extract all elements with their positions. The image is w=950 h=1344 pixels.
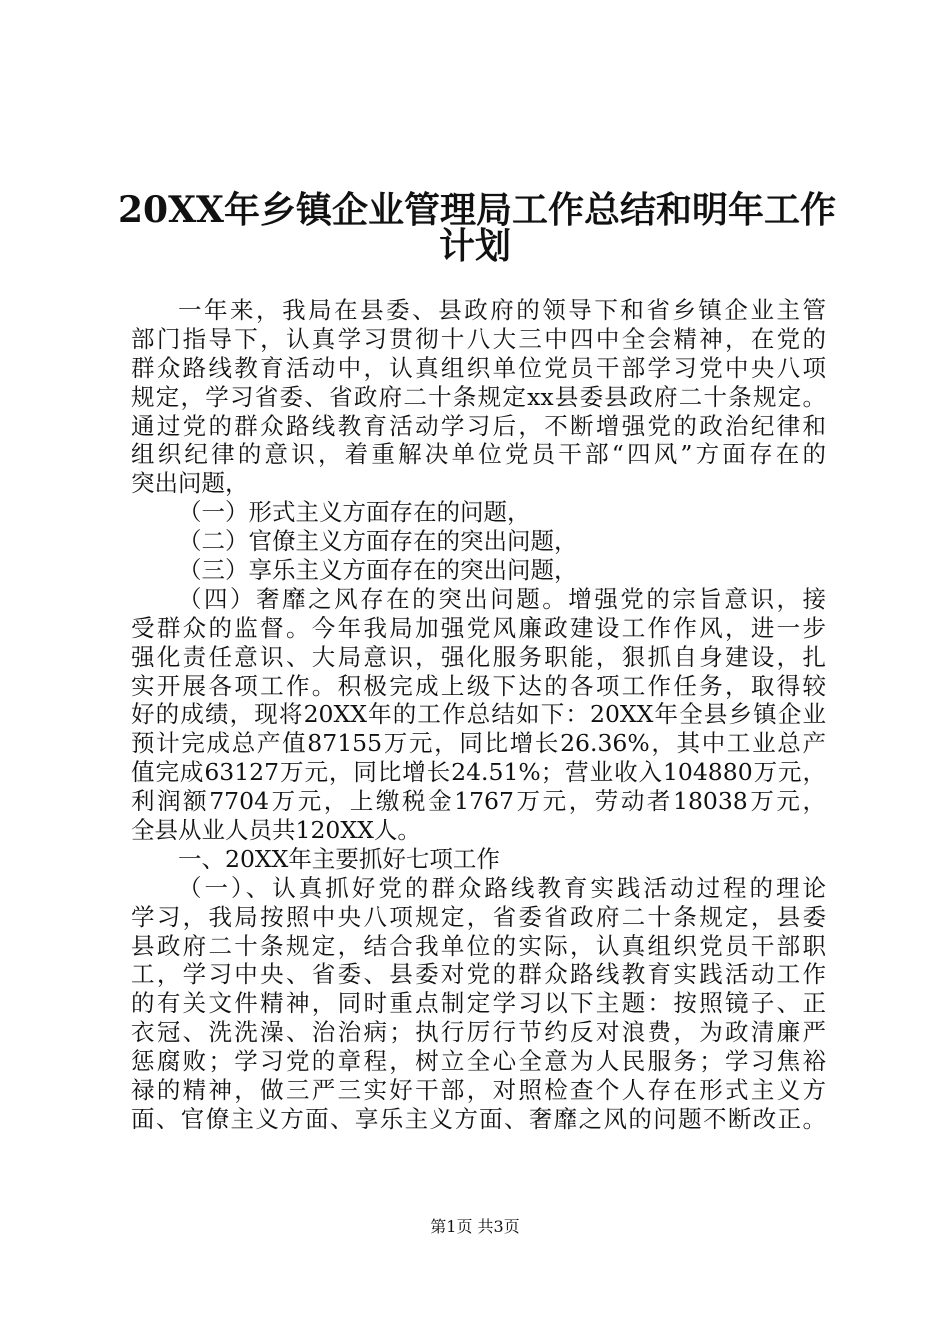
- body-text-line: 通过党的群众路线教育活动学习后，不断增强党的政治纪律和: [131, 411, 826, 440]
- body-text-line: 全县从业人员共120XX人。: [131, 816, 421, 845]
- body-text-line: 禄的精神，做三严三实好干部，对照检查个人存在形式主义方: [131, 1076, 826, 1105]
- body-text-line: 规定，学习省委、省政府二十条规定xx县委县政府二十条规定。: [131, 382, 826, 411]
- body-text-line: （二）官僚主义方面存在的突出问题，: [178, 527, 578, 556]
- body-text-line: 实开展各项工作。积极完成上级下达的各项工作任务，取得较: [131, 671, 826, 700]
- body-text-line: 一、20XX年主要抓好七项工作: [178, 844, 500, 873]
- body-text-line: 工，学习中央、省委、县委对党的群众路线教育实践活动工作: [131, 960, 826, 989]
- document-title-line-1: 20XX年乡镇企业管理局工作总结和明年工作: [118, 189, 836, 231]
- body-text-line: 惩腐败；学习党的章程，树立全心全意为人民服务；学习焦裕: [131, 1047, 826, 1076]
- body-text-line: 利润额7704万元，上缴税金1767万元，劳动者18038万元，: [131, 787, 826, 816]
- body-text-line: 面、官僚主义方面、享乐主义方面、奢靡之风的问题不断改正。: [131, 1104, 826, 1133]
- body-text-line: 一年来，我局在县委、县政府的领导下和省乡镇企业主管: [178, 296, 826, 324]
- body-text-line: 衣冠、洗洗澡、治治病；执行厉行节约反对浪费，为政清廉严: [131, 1018, 826, 1047]
- body-text-line: 好的成绩，现将20XX年的工作总结如下：20XX年全县乡镇企业: [131, 700, 826, 729]
- body-text-line: （三）享乐主义方面存在的突出问题，: [178, 556, 578, 585]
- body-text-line: 受群众的监督。今年我局加强党风廉政建设工作作风，进一步: [131, 613, 826, 642]
- document-title-line-2: 计划: [438, 225, 511, 267]
- document-body: [131, 296, 826, 1134]
- body-text-line: 突出问题，: [131, 469, 249, 498]
- body-text-line: （一）形式主义方面存在的问题，: [178, 498, 531, 527]
- body-text-line: 组织纪律的意识，着重解决单位党员干部“四风”方面存在的: [131, 440, 826, 469]
- body-text-line: 县政府二十条规定，结合我单位的实际，认真组织党员干部职: [131, 931, 826, 960]
- body-text-line: （四）奢靡之风存在的突出问题。增强党的宗旨意识，接: [178, 584, 826, 613]
- body-text-line: 强化责任意识、大局意识，强化服务职能，狠抓自身建设，扎: [131, 642, 826, 671]
- body-text-line: （一）、认真抓好党的群众路线教育实践活动过程的理论: [178, 873, 826, 902]
- body-text-line: 预计完成总产值87155万元，同比增长26.36%，其中工业总产: [131, 729, 826, 758]
- body-text-line: 群众路线教育活动中，认真组织单位党员干部学习党中央八项: [131, 353, 826, 382]
- body-text-line: 学习，我局按照中央八项规定，省委省政府二十条规定，县委: [131, 902, 826, 931]
- body-text-line: 部门指导下，认真学习贯彻十八大三中四中全会精神，在党的: [131, 324, 826, 353]
- body-text-line: 值完成63127万元，同比增长24.51%；营业收入104880万元，: [131, 758, 826, 787]
- page-footer: 第1页 共3页: [430, 1217, 520, 1236]
- body-text-line: 的有关文件精神，同时重点制定学习以下主题：按照镜子、正: [131, 989, 826, 1018]
